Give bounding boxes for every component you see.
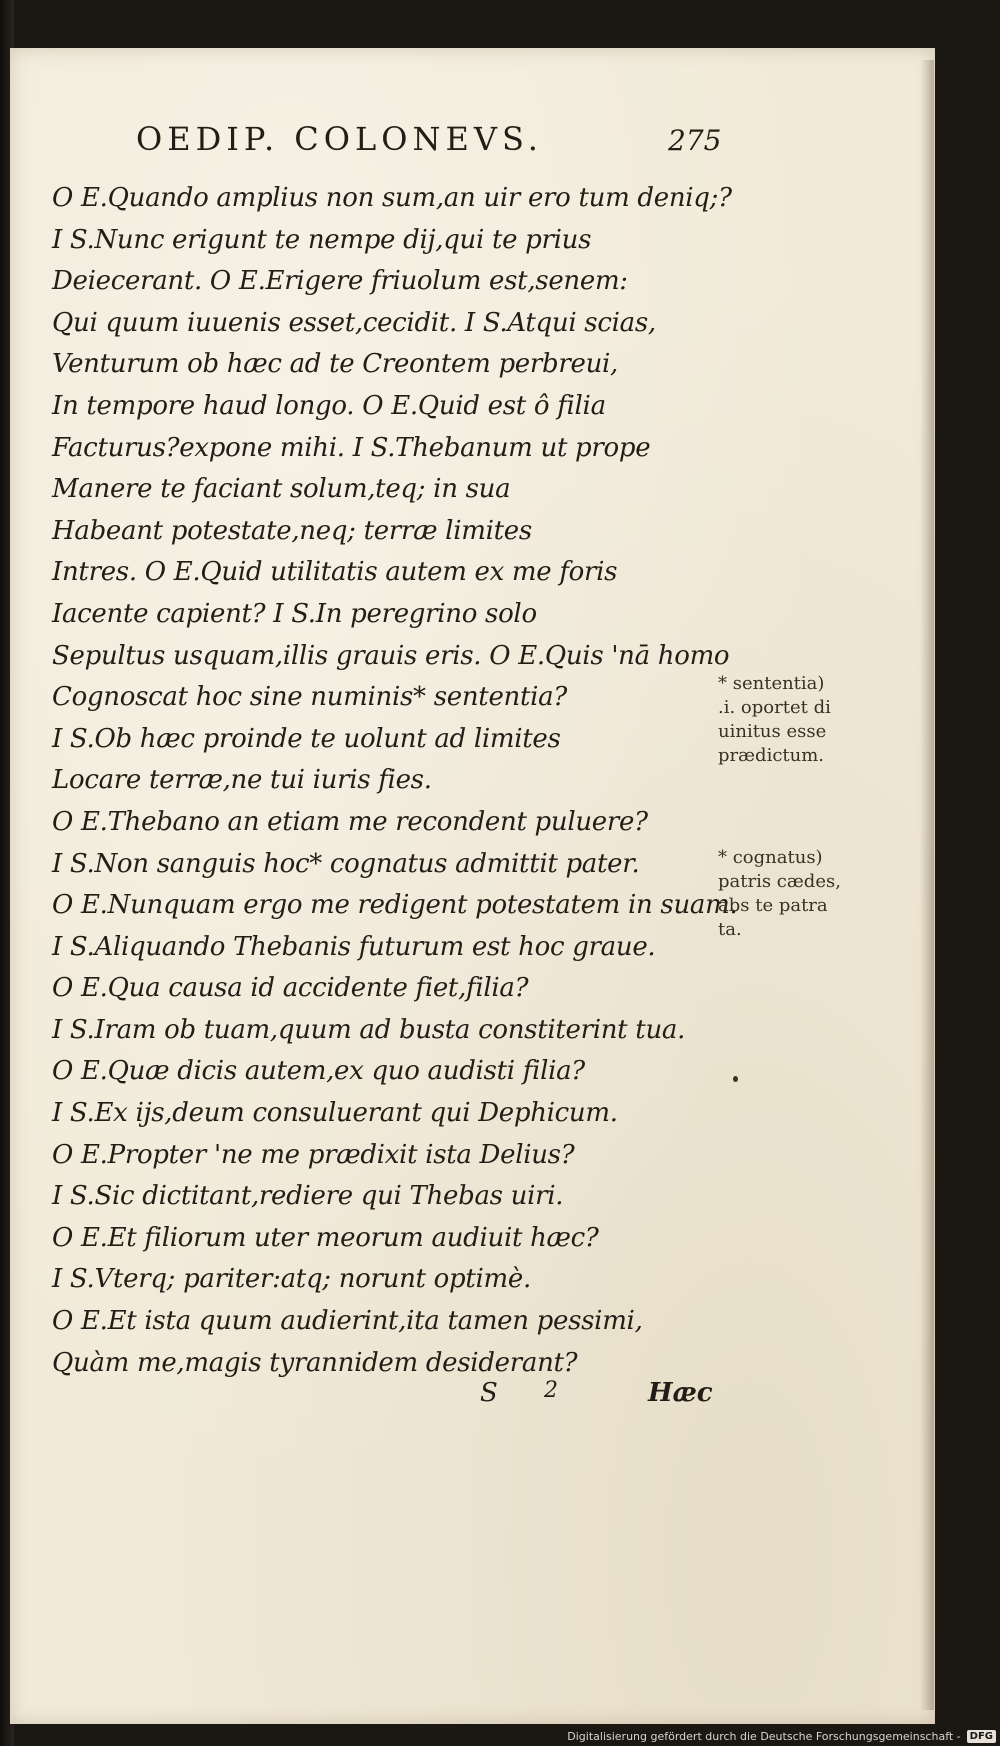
- verse-line: I S.Iram ob tuam,quum ad busta constiterint tua.: [52, 1014, 686, 1045]
- verse-line: O E.Quando amplius non sum,an uir ero tum deniq;?: [52, 183, 732, 213]
- verse-line: I S.Non sanguis hoc* cognatus admittit pater.: [52, 848, 640, 879]
- signature-mark: S: [480, 1378, 498, 1408]
- margin-note-line: ta.: [718, 919, 742, 940]
- verse-line: O E.Nunquam ergo me redigent potestatem in suam.: [52, 890, 738, 921]
- page-fold-shadow: [920, 60, 934, 1710]
- verse-line: Quàm me,magis tyrannidem desiderant?: [52, 1347, 578, 1378]
- digitization-footer: [567, 1726, 1000, 1746]
- ink-speck: [733, 1076, 738, 1082]
- margin-note-line: uinitus esse: [718, 721, 827, 742]
- verse-line: Intres. O E.Quid utilitatis autem ex me foris: [52, 557, 618, 588]
- verse-line: O E.Propter 'ne me prædixit ista Delius?: [52, 1139, 575, 1170]
- verse-line: In tempore haud longo. O E.Quid est ô filia: [52, 390, 606, 421]
- margin-note-line: patris cædes,: [718, 871, 841, 892]
- verse-line: Habeant potestate,neq; terræ limites: [52, 515, 532, 546]
- running-head: OEDIP. COLONEVS.: [136, 120, 543, 158]
- margin-note-sententia: [718, 672, 868, 768]
- verse-text: [52, 178, 742, 1384]
- verse-line: I S.Ex ijs,deum consuluerant qui Dephicum.: [52, 1098, 618, 1129]
- footer-credit: Digitalisierung gefördert durch die Deutsche Forschungsgemeinschaft -: [567, 1729, 961, 1743]
- verse-line: O E.Et ista quum audierint,ita tamen pessimi,: [52, 1306, 643, 1337]
- dfg-logo: DFG: [967, 1730, 996, 1743]
- verse-line: I S.Aliquando Thebanis futurum est hoc graue.: [52, 931, 656, 962]
- margin-note-line: * sententia): [718, 673, 825, 694]
- verse-line: I S.Ob hæc proinde te uolunt ad limites: [52, 723, 561, 754]
- verse-line: O E.Et filiorum uter meorum audiuit hæc?: [52, 1222, 599, 1253]
- margin-note-line: * cognatus): [718, 847, 823, 868]
- page-number: 275: [668, 124, 722, 157]
- margin-note-line: .i. oportet di: [718, 697, 831, 718]
- verse-line: Deiecerant. O E.Erigere friuolum est,senem:: [52, 266, 628, 297]
- signature-number: 2: [544, 1378, 558, 1403]
- margin-note-line: prædictum.: [718, 745, 825, 766]
- verse-line: I S.Nunc erigunt te nempe dij,qui te prius: [52, 224, 592, 255]
- verse-line: Facturus?expone mihi. I S.Thebanum ut prope: [52, 432, 651, 463]
- verse-line: O E.Quæ dicis autem,ex quo audisti filia?: [52, 1056, 585, 1087]
- verse-line: I S.Vterq; pariter:atq; norunt optimè.: [52, 1264, 531, 1295]
- verse-line: Sepultus usquam,illis grauis eris. O E.Quis 'nā homo: [52, 640, 730, 671]
- verse-line: Qui quum iuuenis esset,cecidit. I S.Atqui scias,: [52, 307, 656, 338]
- verse-line: Iacente capient? I S.In peregrino solo: [52, 598, 537, 629]
- margin-note-cognatus: [718, 846, 868, 942]
- verse-line: O E.Thebano an etiam me recondent puluere?: [52, 806, 648, 837]
- verse-line: Venturum ob hæc ad te Creontem perbreui,: [52, 349, 618, 380]
- margin-note-line: abs te patra: [718, 895, 828, 916]
- verse-line: O E.Qua causa id accidente fiet,filia?: [52, 973, 529, 1004]
- verse-line: Cognoscat hoc sine numinis* sententia?: [52, 682, 567, 713]
- catchword: Hæc: [648, 1378, 713, 1408]
- verse-line: I S.Sic dictitant,rediere qui Thebas uiri.: [52, 1181, 564, 1212]
- verse-line: Manere te faciant solum,teq; in sua: [52, 474, 511, 505]
- signature-line: [470, 1378, 890, 1418]
- verse-line: Locare terræ,ne tui iuris fies.: [52, 765, 432, 796]
